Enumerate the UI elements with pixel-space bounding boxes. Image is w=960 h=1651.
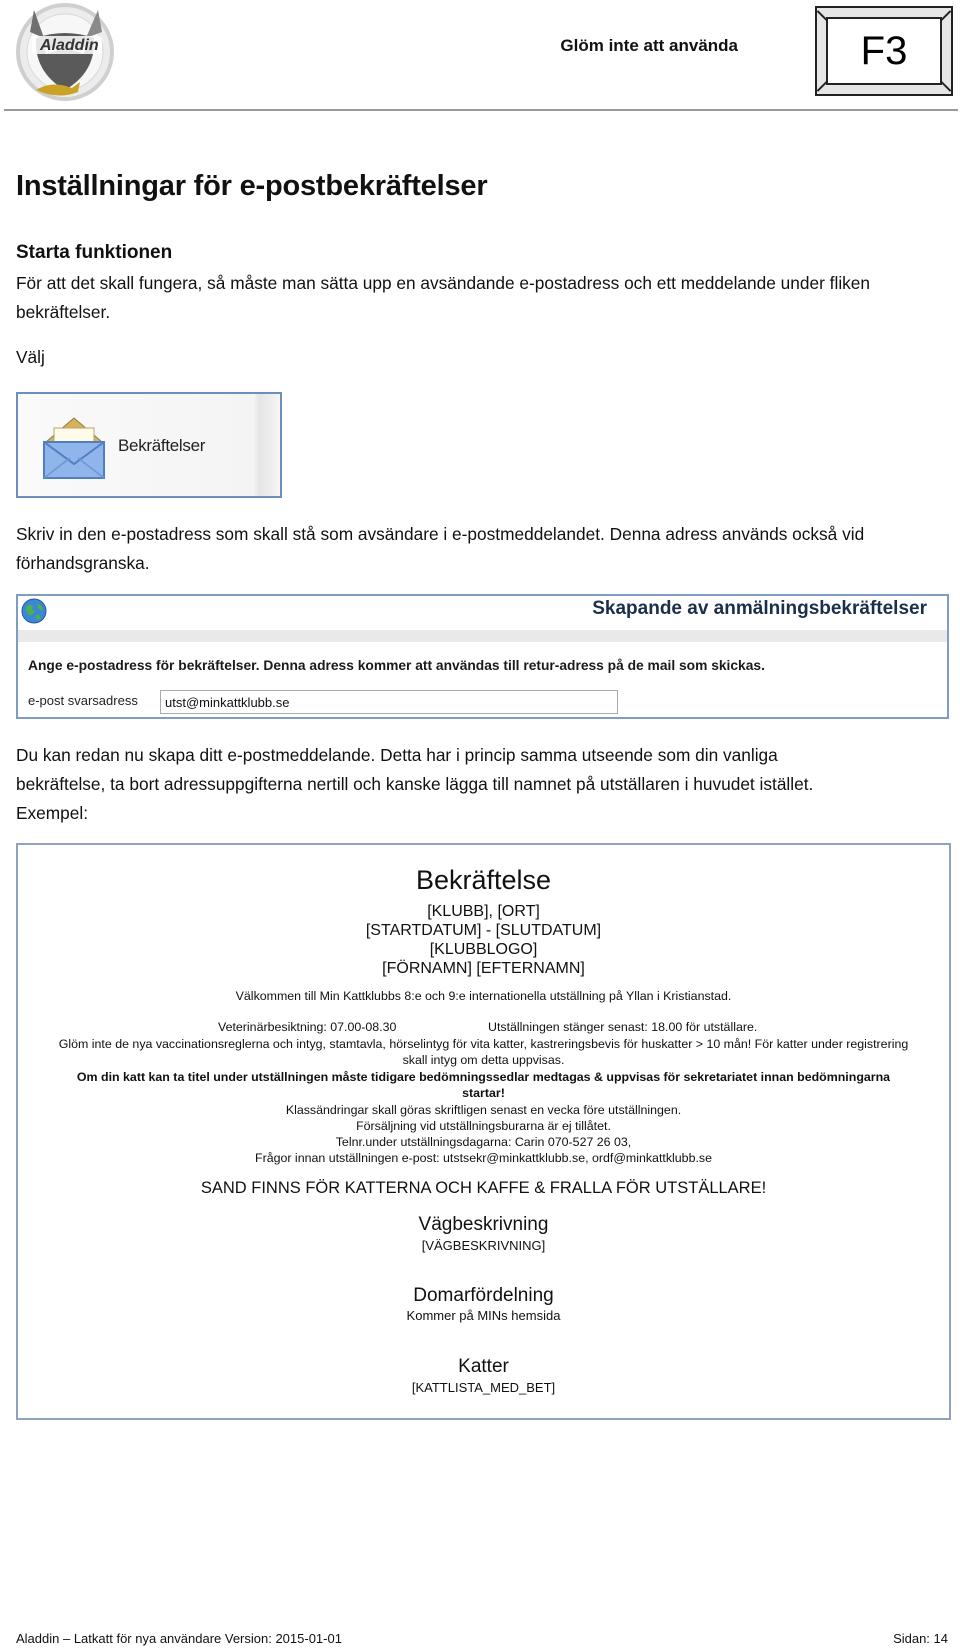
placeholder-line: [FÖRNAMN] [EFTERNAMN] [382, 960, 585, 977]
info-line: Försäljning vid utställningsburarna är ej tillåtet. [356, 1119, 611, 1133]
key-corner-line [941, 10, 952, 21]
vaccination-line: Glöm inte de nya vaccinationsreglerna och intyg, stamtavla, hörselintyg för vita katter, kastreringsbevis för huskatter > 10 mån! För katter under registrering [58, 1037, 909, 1051]
aladdin-logo [14, 2, 116, 106]
sand-notice: SAND FINNS FÖR KATTERNA OCH KAFFE & FRALLA FÖR UTSTÄLLARE! [200, 1179, 767, 1197]
page-title: Inställningar för e-postbekräftelser [16, 170, 488, 202]
info-line: Frågor innan utställningen e-post: utstsekr@minkattklubb.se, ordf@minkattklubb.se [255, 1151, 712, 1165]
f3-key-graphic [815, 6, 953, 96]
info-line: Telnr.under utställningsdagarna: Carin 070-527 26 03, [335, 1135, 632, 1149]
globe-icon [21, 598, 47, 624]
info-line: Klassändringar skall göras skriftligen senast en vecka före utställningen. [285, 1103, 682, 1117]
placeholder-line: [STARTDATUM] - [SLUTDATUM] [365, 922, 602, 939]
section-sub: Kommer på MINs hemsida [406, 1308, 561, 1323]
paragraph-line: Exempel: [16, 803, 89, 823]
logo-text: Aladdin [40, 37, 99, 54]
placeholder-line: [KLUBB], [ORT] [427, 903, 540, 920]
header-divider [4, 109, 958, 111]
panel-title: Skapande av anmälningsbekräftelser [592, 598, 927, 619]
instruction-choose: Välj [16, 347, 45, 367]
footer-page-number: Sidan: 14 [893, 1631, 948, 1646]
paragraph-line: För att det skall fungera, så måste man sätta upp en avsändande e-postadress och ett meddelande under fliken [16, 273, 871, 293]
reply-email-label: e-post svarsadress [28, 693, 138, 708]
paragraph-line: bekräftelse, ta bort adressuppgifterna nertill och kanske lägga till namnet på utställaren i huvudet istället. [16, 774, 814, 794]
bekraftelser-label: Bekräftelser [118, 436, 206, 455]
key-corner-line [941, 81, 952, 92]
closing-time-text: Utställningen stänger senast: 18.00 för utställare. [488, 1020, 758, 1034]
example-confirmation [16, 843, 951, 1420]
title-notice-line: Om din katt kan ta titel under utställningen måste tidigare bedömningssedlar medtagas & uppvisas för sekretariatet innan bedömningarna [76, 1070, 891, 1084]
panel-band [18, 630, 947, 642]
vaccination-line: skall intyg om detta uppvisas. [402, 1053, 565, 1067]
paragraph-line: förhandsgranska. [16, 553, 150, 573]
reply-email-input[interactable] [160, 690, 618, 714]
key-label: F3 [826, 17, 942, 85]
section-heading: Katter [458, 1356, 509, 1377]
bekraftelser-button-screenshot [16, 392, 282, 498]
section-sub: [KATTLISTA_MED_BET] [411, 1380, 556, 1395]
vet-check-text: Veterinärbesiktning: 07.00-08.30 [218, 1020, 397, 1034]
section-heading: Domarfördelning [413, 1285, 554, 1306]
paragraph-line: Du kan redan nu skapa ditt e-postmeddelande. Detta har i princip samma utseende som din vanliga [16, 745, 778, 765]
footer-version: Aladdin – Latkatt för nya användare Version: 2015-01-01 [16, 1631, 342, 1646]
section-subtitle: Starta funktionen [16, 242, 173, 263]
example-title: Bekräftelse [415, 865, 552, 895]
panel-note: Ange e-postadress för bekräftelser. Denna adress kommer att användas till retur-adress på de mail som skickas. [28, 658, 765, 673]
welcome-line: Välkommen till Min Kattklubbs 8:e och 9:e internationella utställning på Yllan i Kristianstad. [235, 989, 732, 1003]
header-reminder: Glöm inte att använda [560, 36, 738, 55]
email-settings-screenshot [16, 594, 949, 719]
paragraph-line: bekräftelser. [16, 302, 111, 322]
title-notice-line: startar! [462, 1086, 505, 1100]
paragraph-line: Skriv in den e-postadress som skall stå som avsändare i e-postmeddelandet. Denna adress används också vid [16, 524, 865, 544]
envelope-icon [40, 408, 108, 482]
section-sub: [VÄGBESKRIVNING] [421, 1238, 546, 1253]
placeholder-line: [KLUBBLOGO] [429, 941, 538, 958]
section-heading: Vägbeskrivning [418, 1214, 549, 1235]
